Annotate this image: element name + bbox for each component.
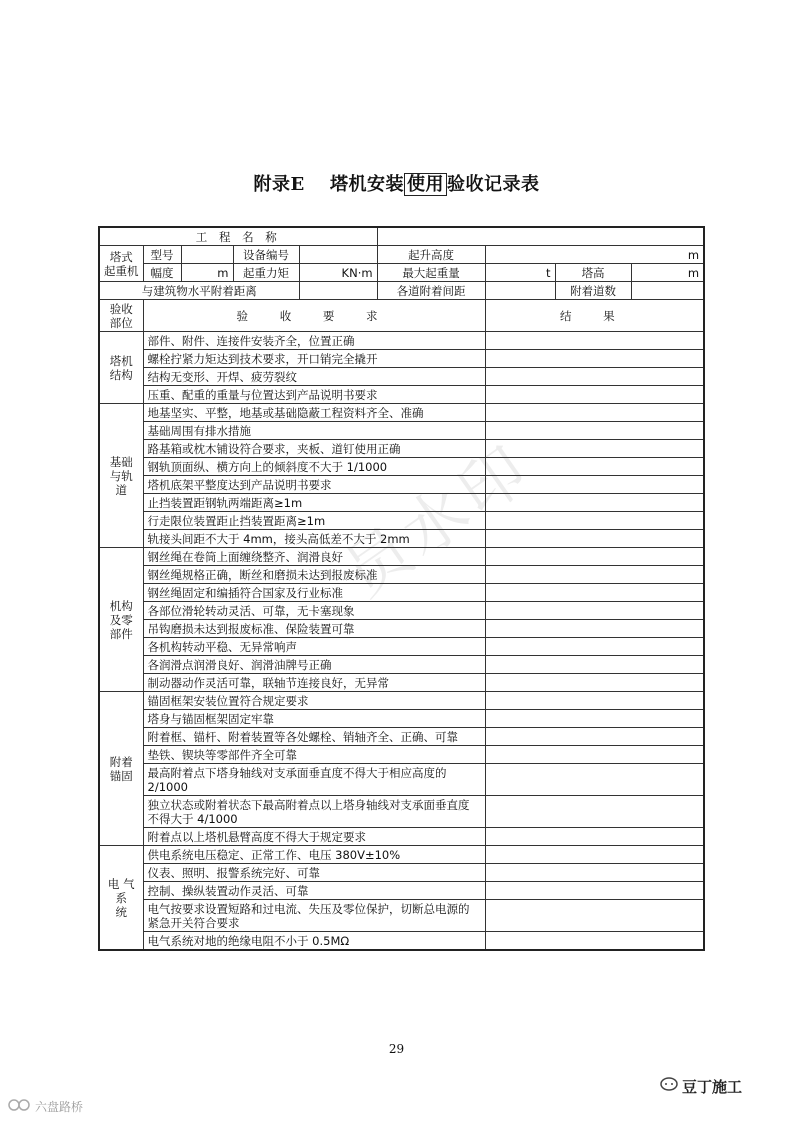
brand-mark-icon xyxy=(8,1098,32,1115)
crane-row-2 xyxy=(99,264,704,282)
table-row xyxy=(99,530,704,548)
results-column-header: 结 果 xyxy=(485,300,704,332)
lifting-moment-unit: KN·m xyxy=(341,265,373,280)
table-row xyxy=(99,602,704,620)
table-row xyxy=(99,764,704,796)
result-cell[interactable] xyxy=(485,828,704,846)
result-cell[interactable] xyxy=(485,620,704,638)
section-label-attachment-anchoring xyxy=(99,692,143,846)
requirement-item: 最高附着点下塔身轴线对支承面垂直度不得大于相应高度的 2/1000 xyxy=(143,764,485,796)
result-cell[interactable] xyxy=(485,350,704,368)
result-cell[interactable] xyxy=(485,900,704,932)
result-cell[interactable] xyxy=(485,864,704,882)
watermark: 员水印 xyxy=(331,430,546,612)
result-cell[interactable] xyxy=(485,674,704,692)
result-cell[interactable] xyxy=(485,368,704,386)
requirement-item: 各机构转动平稳、无异常响声 xyxy=(143,638,485,656)
section-label-mechanism-parts xyxy=(99,548,143,692)
result-cell[interactable] xyxy=(485,656,704,674)
requirements-column-header: 验 收 要 求 xyxy=(143,300,485,332)
requirement-item: 吊钩磨损未达到报废标准、保险装置可靠 xyxy=(143,620,485,638)
result-cell[interactable] xyxy=(485,796,704,828)
requirement-item: 制动器动作灵活可靠，联轴节连接良好，无异常 xyxy=(143,674,485,692)
table-row xyxy=(99,332,704,350)
table-row xyxy=(99,846,704,864)
result-cell[interactable] xyxy=(485,386,704,404)
table-row xyxy=(99,710,704,728)
result-cell[interactable] xyxy=(485,602,704,620)
result-cell[interactable] xyxy=(485,932,704,951)
table-row xyxy=(99,584,704,602)
result-cell[interactable] xyxy=(485,710,704,728)
result-cell[interactable] xyxy=(485,638,704,656)
result-cell[interactable] xyxy=(485,440,704,458)
result-cell[interactable] xyxy=(485,764,704,796)
acceptance-record-table xyxy=(98,226,705,951)
section-label-line: 基础 xyxy=(109,454,133,469)
requirement-item: 垫铁、锲块等零部件齐全可靠 xyxy=(143,746,485,764)
section-label-line: 结构 xyxy=(109,367,133,382)
table-row xyxy=(99,638,704,656)
title-suffix: 验收记录表 xyxy=(447,174,540,195)
requirement-item: 各润滑点润滑良好、润滑油牌号正确 xyxy=(143,656,485,674)
result-cell[interactable] xyxy=(485,692,704,710)
equipment-no-value[interactable] xyxy=(299,246,377,264)
attach-count-value[interactable] xyxy=(631,282,704,300)
table-row xyxy=(99,882,704,900)
result-cell[interactable] xyxy=(485,882,704,900)
lift-height-unit: m xyxy=(687,247,700,262)
table-row xyxy=(99,864,704,882)
brand-name-right: 豆丁施工 xyxy=(682,1078,743,1096)
project-name-row xyxy=(99,227,704,246)
table-row xyxy=(99,900,704,932)
requirement-item: 钢轨顶面纵、横方向上的倾斜度不大于 1/1000 xyxy=(143,458,485,476)
model-value[interactable] xyxy=(181,246,233,264)
amplitude-value[interactable] xyxy=(181,264,233,282)
table-row xyxy=(99,548,704,566)
result-cell[interactable] xyxy=(485,846,704,864)
requirement-item: 止挡装置距钢轨两端距离≥1m xyxy=(143,494,485,512)
result-cell[interactable] xyxy=(485,404,704,422)
requirement-item: 仪表、照明、报警系统完好、可靠 xyxy=(143,864,485,882)
table-row xyxy=(99,476,704,494)
table-row xyxy=(99,796,704,828)
project-name-label: 工 程 名 称 xyxy=(99,227,377,246)
section-label-foundation-track xyxy=(99,404,143,548)
result-cell[interactable] xyxy=(485,422,704,440)
requirement-item: 锚固框架安装位置符合规定要求 xyxy=(143,692,485,710)
result-cell[interactable] xyxy=(485,530,704,548)
section-label-electrical-system xyxy=(99,846,143,951)
requirement-item: 螺栓拧紧力矩达到技术要求，开口销完全撬开 xyxy=(143,350,485,368)
requirement-item: 塔身与锚固框架固定牢靠 xyxy=(143,710,485,728)
project-name-value[interactable] xyxy=(377,227,704,246)
tower-height-value[interactable] xyxy=(631,264,704,282)
requirement-item: 轨接头间距不大于 4mm，接头高低差不大于 2mm xyxy=(143,530,485,548)
table-row xyxy=(99,828,704,846)
requirement-item: 电气按要求设置短路和过电流、失压及零位保护，切断总电源的紧急开关符合要求 xyxy=(143,900,485,932)
table-row xyxy=(99,512,704,530)
table-row xyxy=(99,932,704,951)
section-label-line: 电 气 xyxy=(107,876,135,891)
result-cell[interactable] xyxy=(485,512,704,530)
table-row xyxy=(99,386,704,404)
table-row xyxy=(99,422,704,440)
result-cell[interactable] xyxy=(485,476,704,494)
result-cell[interactable] xyxy=(485,332,704,350)
table-row xyxy=(99,728,704,746)
model-label: 型号 xyxy=(143,246,181,264)
equipment-no-label: 设备编号 xyxy=(233,246,299,264)
table-row xyxy=(99,566,704,584)
section-label-line: 及零 xyxy=(109,612,133,627)
lift-height-label: 起升高度 xyxy=(377,246,485,264)
result-cell[interactable] xyxy=(485,746,704,764)
requirement-item: 附着点以上塔机悬臂高度不得大于规定要求 xyxy=(143,828,485,846)
page-number: 29 xyxy=(388,1042,405,1056)
requirement-item: 基础周围有排水措施 xyxy=(143,422,485,440)
crane-type-line1: 塔式 xyxy=(109,249,133,264)
table-row xyxy=(99,674,704,692)
attach-spacing-value[interactable] xyxy=(485,282,555,300)
attachment-row xyxy=(99,282,704,300)
table-row xyxy=(99,620,704,638)
table-row xyxy=(99,440,704,458)
result-cell[interactable] xyxy=(485,566,704,584)
horizontal-distance-value[interactable] xyxy=(299,282,377,300)
attach-spacing-label: 各道附着间距 xyxy=(377,282,485,300)
table-row xyxy=(99,656,704,674)
lifting-moment-value[interactable] xyxy=(299,264,377,282)
tower-height-unit: m xyxy=(687,265,700,280)
crane-type-label xyxy=(99,246,143,282)
section-label-line: 机构 xyxy=(109,598,133,613)
requirement-item: 压重、配重的重量与位置达到产品说明书要求 xyxy=(143,386,485,404)
requirement-item: 塔机底架平整度达到产品说明书要求 xyxy=(143,476,485,494)
section-label-line: 锚固 xyxy=(109,768,133,783)
requirement-item: 钢丝绳规格正确，断丝和磨损未达到报废标准 xyxy=(143,566,485,584)
requirement-item: 独立状态或附着状态下最高附着点以上塔身轴线对支承面垂直度不得大于 4/1000 xyxy=(143,796,485,828)
table-row xyxy=(99,458,704,476)
brand-logo-right xyxy=(660,1076,742,1097)
requirement-item: 路基箱或枕木铺设符合要求，夹板、道钉使用正确 xyxy=(143,440,485,458)
section-label-line: 部件 xyxy=(109,626,133,641)
section-label-line: 统 xyxy=(115,904,127,919)
crane-type-line2: 起重机 xyxy=(104,263,139,278)
section-label-line: 塔机 xyxy=(109,353,133,368)
section-header-line1: 验收 xyxy=(109,301,133,316)
requirement-item: 钢丝绳在卷筒上面缠绕整齐、润滑良好 xyxy=(143,548,485,566)
table-row xyxy=(99,494,704,512)
table-row xyxy=(99,368,704,386)
amplitude-unit: m xyxy=(217,265,229,280)
requirement-item: 部件、附件、连接件安装齐全，位置正确 xyxy=(143,332,485,350)
title-prefix: 附录E 塔机安装 xyxy=(253,174,404,195)
requirement-item: 各部位滑轮转动灵活、可靠，无卡塞现象 xyxy=(143,602,485,620)
requirement-item: 行走限位装置距止挡装置距离≥1m xyxy=(143,512,485,530)
brand-logo-left xyxy=(8,1098,83,1115)
result-cell[interactable] xyxy=(485,458,704,476)
title-boxed-word: 使用 xyxy=(404,173,447,196)
requirement-item: 地基坚实、平整，地基或基础隐蔽工程资料齐全、准确 xyxy=(143,404,485,422)
requirement-item: 控制、操纵装置动作灵活、可靠 xyxy=(143,882,485,900)
section-label-line: 道 xyxy=(115,482,127,497)
requirement-item: 钢丝绳固定和编插符合国家及行业标准 xyxy=(143,584,485,602)
section-label-line: 附着 xyxy=(109,754,133,769)
requirement-item: 结构无变形、开焊、疲劳裂纹 xyxy=(143,368,485,386)
table-row xyxy=(99,746,704,764)
result-cell[interactable] xyxy=(485,728,704,746)
table-row xyxy=(99,692,704,710)
result-cell[interactable] xyxy=(485,548,704,566)
column-header-row xyxy=(99,300,704,332)
result-cell[interactable] xyxy=(485,584,704,602)
section-label-line: 与轨 xyxy=(109,468,133,483)
lift-height-value[interactable] xyxy=(485,246,704,264)
table-row xyxy=(99,350,704,368)
section-header-line2: 部位 xyxy=(109,315,133,330)
table-row xyxy=(99,404,704,422)
attach-count-label: 附着道数 xyxy=(555,282,631,300)
result-cell[interactable] xyxy=(485,494,704,512)
requirement-item: 电气系统对地的绝缘电阻不小于 0.5MΩ xyxy=(143,932,485,951)
max-lift-weight-unit: t xyxy=(546,265,551,280)
document-title xyxy=(0,170,793,196)
section-label-line: 系 xyxy=(115,890,127,905)
section-label-tower-structure xyxy=(99,332,143,404)
brand-name-left: 六盘路桥 xyxy=(35,1100,84,1114)
requirement-item: 供电系统电压稳定、正常工作、电压 380V±10% xyxy=(143,846,485,864)
tower-height-label: 塔高 xyxy=(555,264,631,282)
lifting-moment-label: 起重力矩 xyxy=(233,264,299,282)
requirement-item: 附着框、锚杆、附着装置等各处螺栓、销轴齐全、正确、可靠 xyxy=(143,728,485,746)
amplitude-label: 幅度 xyxy=(143,264,181,282)
crane-row-1 xyxy=(99,246,704,264)
max-lift-weight-value[interactable] xyxy=(485,264,555,282)
max-lift-weight-label: 最大起重量 xyxy=(377,264,485,282)
section-column-header xyxy=(99,300,143,332)
horizontal-distance-label: 与建筑物水平附着距离 xyxy=(99,282,299,300)
chat-bubble-icon xyxy=(660,1077,678,1097)
